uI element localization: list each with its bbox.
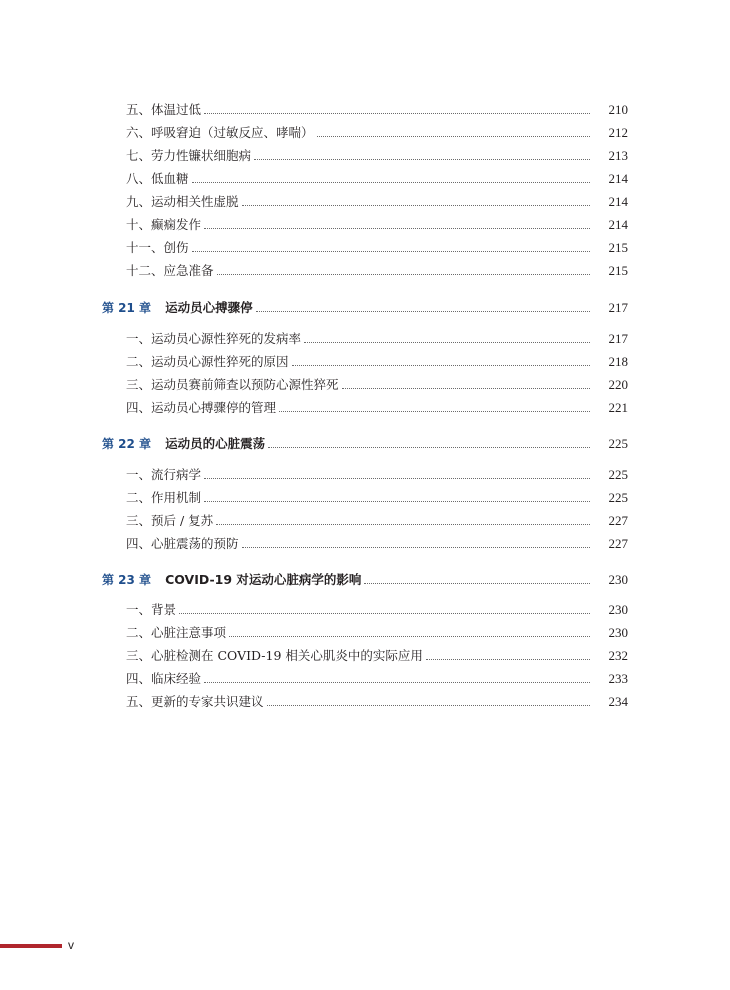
leader-dots: [229, 636, 590, 637]
toc-entry[interactable]: [0, 396, 730, 416]
toc-entry[interactable]: [0, 167, 730, 187]
leader-dots: [342, 388, 590, 389]
leader-dots: [242, 547, 590, 548]
toc-entry[interactable]: [0, 98, 730, 118]
leader-dots: [217, 274, 590, 275]
toc-entry-page: 220: [608, 377, 628, 392]
leader-dots: [204, 682, 590, 683]
toc-entry-page: 234: [608, 694, 628, 709]
chapter-number: 第 21 章: [102, 301, 152, 315]
chapter-heading: [0, 572, 361, 588]
toc-entry-page: 215: [608, 240, 628, 255]
toc-entry[interactable]: [0, 327, 730, 347]
toc-entry-label: 九、运动相关性虚脱: [126, 194, 239, 209]
leader-dots: [204, 478, 590, 479]
chapter-number: 第 22 章: [102, 437, 152, 451]
leader-dots: [304, 342, 590, 343]
toc-entry-label: 十一、创伤: [126, 240, 189, 255]
toc-entry[interactable]: [0, 667, 730, 687]
toc-entry-label: 五、更新的专家共识建议: [126, 694, 264, 709]
toc-entry[interactable]: [0, 463, 730, 483]
toc-entry-label: 三、预后 / 复苏: [126, 513, 214, 528]
toc-entry[interactable]: [0, 532, 730, 552]
leader-dots: [204, 228, 590, 229]
toc-entry[interactable]: [0, 350, 730, 370]
toc-entry-page: 213: [608, 148, 628, 163]
toc-entry-page: 225: [608, 467, 628, 482]
toc-entry[interactable]: [0, 486, 730, 506]
toc-entry[interactable]: [0, 644, 730, 664]
toc-entry-page: 214: [608, 194, 628, 209]
toc-entry-label: 四、临床经验: [126, 671, 202, 686]
leader-dots: [267, 705, 590, 706]
toc-entry-page: 215: [608, 263, 628, 278]
leader-dots: [364, 583, 590, 584]
toc-entry-label: 五、体温过低: [126, 102, 202, 117]
toc-entry[interactable]: [0, 373, 730, 393]
chapter-heading: [0, 300, 253, 316]
leader-dots: [216, 524, 590, 525]
chapter-page: 225: [608, 436, 628, 451]
leader-dots: [179, 613, 590, 614]
toc-entry-label: 一、运动员心源性猝死的发病率: [126, 331, 302, 346]
toc-entry-label: 二、运动员心源性猝死的原因: [126, 354, 289, 369]
toc-entry-page: 227: [608, 536, 628, 551]
toc-entry[interactable]: [0, 213, 730, 233]
toc-entry-page: 217: [608, 331, 628, 346]
chapter-title: 运动员心搏骤停: [165, 300, 253, 315]
toc-entry[interactable]: [0, 598, 730, 618]
toc-entry[interactable]: [0, 621, 730, 641]
toc-entry-label: 十、癫痫发作: [126, 217, 202, 232]
toc-entry-page: 230: [608, 625, 628, 640]
toc-entry-label: 七、劳力性镰状细胞病: [126, 148, 252, 163]
footer-page-marker: v: [68, 938, 74, 952]
toc-entry-page: 232: [608, 648, 628, 663]
toc-entry-label: 二、作用机制: [126, 490, 202, 505]
toc-entry-label: 八、低血糖: [126, 171, 189, 186]
chapter-page: 217: [608, 300, 628, 315]
leader-dots: [317, 136, 590, 137]
toc-entry[interactable]: [0, 509, 730, 529]
toc-entry-label: 四、运动员心搏骤停的管理: [126, 400, 277, 415]
leader-dots: [256, 311, 590, 312]
toc-entry-label: 三、运动员赛前筛查以预防心源性猝死: [126, 377, 339, 392]
toc-chapter-23[interactable]: [0, 568, 730, 588]
toc-entry-label: 一、背景: [126, 602, 177, 617]
leader-dots: [204, 113, 590, 114]
leader-dots: [204, 501, 590, 502]
leader-dots: [268, 447, 590, 448]
chapter-title: COVID-19 对运动心脏病学的影响: [165, 572, 362, 587]
toc-entry-label: 二、心脏注意事项: [126, 625, 227, 640]
toc-entry-page: 214: [608, 217, 628, 232]
toc-entry[interactable]: [0, 144, 730, 164]
toc-entry-page: 212: [608, 125, 628, 140]
toc-entry-page: 218: [608, 354, 628, 369]
leader-dots: [426, 659, 590, 660]
toc-chapter-22[interactable]: [0, 432, 730, 452]
toc-entry-page: 210: [608, 102, 628, 117]
chapter-page: 230: [608, 572, 628, 587]
chapter-title: 运动员的心脏震荡: [165, 436, 266, 451]
toc-entry[interactable]: [0, 121, 730, 141]
leader-dots: [242, 205, 590, 206]
leader-dots: [192, 182, 590, 183]
toc-chapter-21[interactable]: [0, 296, 730, 316]
toc-entry[interactable]: [0, 190, 730, 210]
toc-entry-label: 三、心脏检测在 COVID-19 相关心肌炎中的实际应用: [126, 648, 423, 663]
toc-entry-page: 233: [608, 671, 628, 686]
toc-entry-page: 221: [608, 400, 628, 415]
toc-entry[interactable]: [0, 236, 730, 256]
toc-entry[interactable]: [0, 259, 730, 279]
toc-entry-label: 十二、应急准备: [126, 263, 214, 278]
footer-accent-bar: [0, 944, 62, 948]
toc-entry-page: 230: [608, 602, 628, 617]
leader-dots: [292, 365, 590, 366]
toc-entry-label: 六、呼吸窘迫（过敏反应、哮喘）: [126, 125, 314, 140]
chapter-number: 第 23 章: [102, 573, 152, 587]
toc-entry-label: 四、心脏震荡的预防: [126, 536, 239, 551]
toc-entry[interactable]: [0, 690, 730, 710]
toc-entry-page: 227: [608, 513, 628, 528]
leader-dots: [279, 411, 590, 412]
chapter-heading: [0, 436, 265, 452]
leader-dots: [254, 159, 590, 160]
leader-dots: [192, 251, 590, 252]
toc-entry-page: 225: [608, 490, 628, 505]
toc-entry-page: 214: [608, 171, 628, 186]
toc-entry-label: 一、流行病学: [126, 467, 202, 482]
